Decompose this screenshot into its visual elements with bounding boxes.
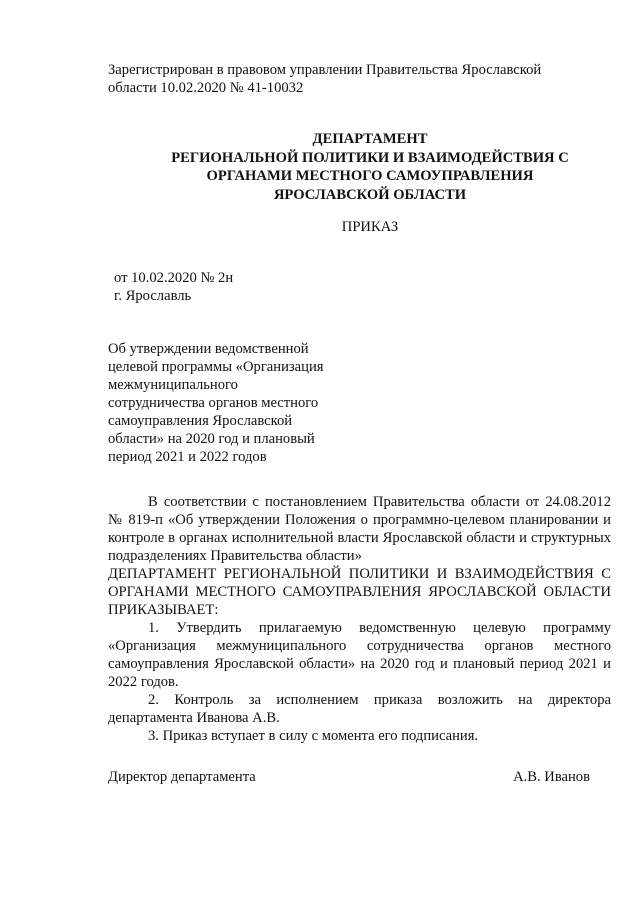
subject-line-5: самоуправления Ярославской <box>108 413 293 429</box>
subject-line-4: сотрудничества органов местного <box>108 395 319 411</box>
header-line-3: ОРГАНАМИ МЕСТНОГО САМОУПРАВЛЕНИЯ <box>206 168 534 184</box>
signatory-name: А.В. Иванов <box>513 769 590 785</box>
preamble-paragraph: В соответствии с постановлением Правительства области от 24.08.2012 № 819-п «Об утверждении Положения о программно-целевом планировании и контроле в органах исполнительной власти Ярославской области и структурных подразделениях Правительства области» <box>108 494 611 564</box>
subject-line-6: области» на 2020 год и плановый <box>108 431 315 447</box>
decree-paragraph: ДЕПАРТАМЕНТ РЕГИОНАЛЬНОЙ ПОЛИТИКИ И ВЗАИМОДЕЙСТВИЯ С ОРГАНАМИ МЕСТНОГО САМОУПРАВЛЕНИЯ ЯРОСЛАВСКОЙ ОБЛАСТИ ПРИКАЗЫВАЕТ: <box>108 566 611 618</box>
date-block <box>114 269 233 305</box>
item-3-paragraph: 3. Приказ вступает в силу с момента его подписания. <box>148 728 479 744</box>
header-line-1: ДЕПАРТАМЕНТ <box>312 131 428 147</box>
order-date: от 10.02.2020 № 2н <box>114 270 234 286</box>
registration-line-1: Зарегистрирован в правовом управлении Правительства Ярославской <box>108 62 542 78</box>
item-2-paragraph: 2. Контроль за исполнением приказа возложить на директора департамента Иванова А.В. <box>108 692 611 726</box>
subject-line-1: Об утверждении ведомственной <box>108 341 309 357</box>
subject-line-7: период 2021 и 2022 годов <box>108 449 267 465</box>
signatory-position: Директор департамента <box>108 769 256 785</box>
registration-line-2: области 10.02.2020 № 41-10032 <box>108 80 304 96</box>
header-line-2: РЕГИОНАЛЬНОЙ ПОЛИТИКИ И ВЗАИМОДЕЙСТВИЯ С <box>171 149 569 166</box>
order-city: г. Ярославль <box>114 288 192 304</box>
item-1-paragraph: 1. Утвердить прилагаемую ведомственную целевую программу «Организация межмуниципального сотрудничества органов местного самоуправления Ярославской области» на 2020 год и плановый период 2021 и 2022 годов. <box>108 620 611 690</box>
subject-line-3: межмуниципального <box>108 377 238 393</box>
order-subject <box>108 340 348 466</box>
header-line-4: ЯРОСЛАВСКОЙ ОБЛАСТИ <box>273 186 467 203</box>
order-body <box>108 493 611 745</box>
department-header <box>100 130 640 204</box>
signature-block <box>108 768 590 786</box>
subject-line-2: целевой программы «Организация <box>108 359 324 375</box>
order-title: ПРИКАЗ <box>341 219 399 235</box>
registration-note <box>108 61 578 97</box>
